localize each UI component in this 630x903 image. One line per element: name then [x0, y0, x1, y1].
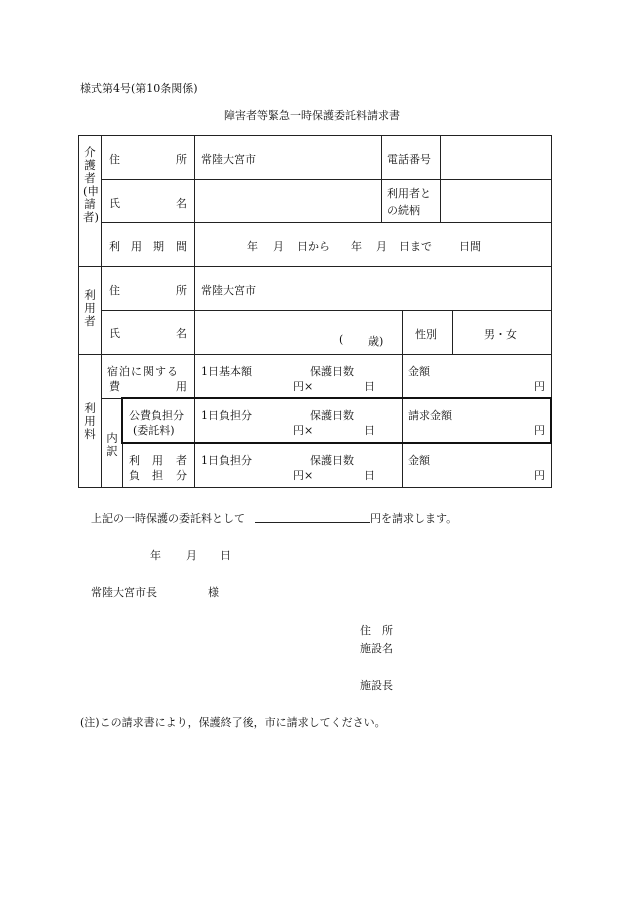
phone-label: 電話番号 [387, 153, 431, 166]
public-daily-share-label: 1日負担分 [201, 409, 252, 422]
name-label-2: 名 [176, 197, 187, 210]
user-address-value: 常陸大宮市 [201, 284, 256, 297]
caregiver-address-value: 常陸大宮市 [201, 153, 256, 166]
user-name-label-1: 氏 [109, 327, 120, 340]
daily-basic-label: 1日基本額 [201, 365, 252, 378]
user-share-label-6: 分 [176, 469, 187, 482]
public-yen: 円 [534, 424, 545, 437]
user-yen-times: 円× [293, 469, 314, 482]
label-column-divider-top [194, 135, 195, 266]
user-day-unit: 日 [364, 469, 375, 482]
table-border-bottom [78, 487, 552, 488]
period-to: 日まで [399, 240, 432, 253]
public-day-unit: 日 [364, 424, 375, 437]
caregiver-group-label: 介護者(申請者) [83, 145, 99, 224]
lodging-label-1: 宿泊に関する [107, 365, 179, 378]
public-yen-times: 円× [293, 424, 314, 437]
lodging-yen-times: 円× [293, 380, 314, 393]
sender-address-label: 住 所 [360, 624, 393, 637]
user-address-label-1: 住 [109, 284, 120, 297]
gender-value: 男・女 [484, 328, 517, 341]
facility-name-label: 施設名 [360, 642, 393, 655]
lodging-days-label: 保護日数 [310, 365, 354, 378]
row-line-4 [101, 310, 552, 311]
addressee-honorific: 様 [208, 586, 219, 599]
address-label-2: 所 [176, 153, 187, 166]
facility-head-label: 施設長 [360, 679, 393, 692]
footnote: (注)この請求書により，保護終了後，市に請求してください。 [80, 716, 386, 729]
date-year: 年 [150, 549, 161, 562]
user-amount-label: 金額 [408, 454, 430, 467]
row-line-2 [101, 222, 552, 223]
user-share-label-3: 者 [176, 454, 187, 467]
period-label-3: 期 [153, 240, 164, 253]
period-label-2: 用 [131, 240, 142, 253]
claim-sentence-pre: 上記の一時保護の委託料として [91, 512, 245, 525]
fee-group-label: 利用料 [84, 401, 96, 441]
claim-amount-underline [255, 522, 370, 523]
period-label-1: 利 [109, 240, 120, 253]
date-month: 月 [186, 549, 197, 562]
date-day: 日 [220, 549, 231, 562]
public-days-label: 保護日数 [310, 409, 354, 422]
user-days-label: 保護日数 [310, 454, 354, 467]
gender-value-divider [452, 310, 453, 354]
form-number: 様式第4号(第10条関係) [80, 82, 198, 95]
period-month-1: 月 [273, 240, 284, 253]
phone-divider [381, 135, 382, 179]
group-column-divider [101, 135, 102, 487]
user-group-label: 利用者 [84, 288, 96, 328]
period-year-1: 年 [247, 240, 258, 253]
lodging-day-unit: 日 [364, 380, 375, 393]
address-label-1: 住 [109, 153, 120, 166]
user-share-label-5: 担 [152, 469, 163, 482]
user-share-label-2: 用 [152, 454, 163, 467]
user-yen: 円 [534, 469, 545, 482]
period-month-2: 月 [376, 240, 387, 253]
relation-label-1: 利用者と [387, 187, 431, 200]
relation-label-2: の続柄 [387, 204, 420, 217]
age-open: ( [339, 333, 344, 346]
row-line-3 [78, 266, 552, 267]
table-border-left [78, 135, 79, 487]
addressee: 常陸大宮市長 [91, 586, 157, 599]
age-close: 歳) [368, 335, 384, 348]
period-from: 日から [297, 240, 330, 253]
table-border-top [78, 135, 552, 136]
user-share-label-4: 負 [129, 469, 140, 482]
gender-divider [402, 310, 403, 354]
user-daily-share-label: 1日負担分 [201, 454, 252, 467]
lodging-yen: 円 [534, 380, 545, 393]
claim-sentence-post: 円を請求します。 [370, 512, 458, 525]
lodging-label-2: 費 [109, 380, 120, 393]
user-address-label-2: 所 [176, 284, 187, 297]
name-label-1: 氏 [109, 197, 120, 210]
period-year-2: 年 [351, 240, 362, 253]
period-label-4: 間 [176, 240, 187, 253]
row-line-1 [101, 179, 552, 180]
lodging-label-3: 用 [176, 380, 187, 393]
breakdown-group-label: 内訳 [106, 431, 118, 458]
user-name-label-2: 名 [176, 327, 187, 340]
public-share-label-2: (委託料) [133, 424, 175, 437]
claim-amount-label: 請求金額 [408, 409, 452, 422]
public-share-label-1: 公費負担分 [129, 409, 184, 422]
row-line-5 [78, 354, 552, 355]
gender-label: 性別 [415, 328, 437, 341]
relation-divider [381, 179, 382, 223]
period-days: 日間 [459, 240, 481, 253]
lodging-amount-label: 金額 [408, 365, 430, 378]
user-share-label-1: 利 [129, 454, 140, 467]
form-title: 障害者等緊急一時保護委託料請求書 [224, 109, 400, 122]
